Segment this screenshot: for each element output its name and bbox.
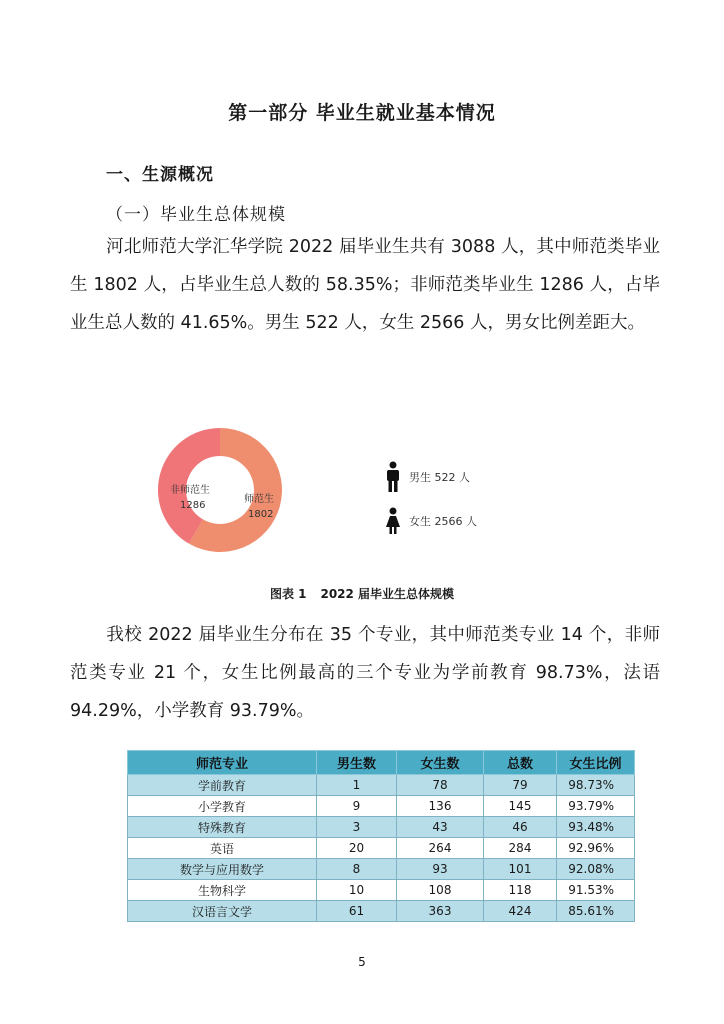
table-row [128, 838, 635, 859]
slice-value-teacher: 1802 [248, 509, 274, 520]
cell-female: 136 [397, 796, 484, 817]
cell-ratio: 92.08% [557, 859, 635, 880]
cell-male: 20 [317, 838, 397, 859]
col-header-major: 师范专业 [128, 751, 317, 775]
cell-total: 145 [484, 796, 557, 817]
cell-ratio: 91.53% [557, 880, 635, 901]
cell-ratio: 93.79% [557, 796, 635, 817]
section-heading: 一、生源概况 [106, 165, 214, 185]
donut-chart [150, 420, 290, 560]
figure-caption-text: 2022 届毕业生总体规模 [320, 587, 455, 601]
figure-caption-label: 图表 1 [269, 587, 307, 601]
slice-value-non-teacher: 1286 [180, 500, 206, 511]
cell-total: 284 [484, 838, 557, 859]
table-row [128, 880, 635, 901]
slice-label-teacher: 师范生 [244, 494, 274, 505]
cell-male: 8 [317, 859, 397, 880]
table-row [128, 817, 635, 838]
male-icon [385, 461, 401, 493]
major-gender-table [127, 750, 635, 922]
subsection-heading: （一）毕业生总体规模 [106, 205, 286, 225]
figure-caption [0, 585, 724, 602]
cell-male: 1 [317, 775, 397, 796]
page-title: 第一部分 毕业生就业基本情况 [228, 102, 496, 124]
cell-ratio: 85.61% [557, 901, 635, 922]
table-row [128, 859, 635, 880]
cell-major: 数学与应用数学 [128, 859, 317, 880]
cell-major: 学前教育 [128, 775, 317, 796]
paragraph-text: 河北师范大学汇华学院 2022 届毕业生共有 3088 人，其中师范类毕业生 1802 人，占毕业生总人数的 58.35%；非师范类毕业生 1286 人，占毕业生总人数的 41.65%。男生 522 人，女生 2566 人，男女比例差距大。 [70, 237, 660, 333]
cell-ratio: 98.73% [557, 775, 635, 796]
cell-female: 78 [397, 775, 484, 796]
table-header-row [128, 751, 635, 775]
cell-female: 43 [397, 817, 484, 838]
col-header-female: 女生数 [397, 751, 484, 775]
cell-major: 特殊教育 [128, 817, 317, 838]
cell-major: 小学教育 [128, 796, 317, 817]
table-row [128, 796, 635, 817]
cell-ratio: 93.48% [557, 817, 635, 838]
paragraph-text: 我校 2022 届毕业生分布在 35 个专业，其中师范类专业 14 个，非师范类专业 21 个，女生比例最高的三个专业为学前教育 98.73%，法语 94.29%，小学教育 93.79%。 [70, 625, 660, 721]
cell-male: 9 [317, 796, 397, 817]
table-row [128, 901, 635, 922]
slice-label-non-teacher: 非师范生 [170, 485, 210, 496]
cell-ratio: 92.96% [557, 838, 635, 859]
legend-male [385, 461, 470, 493]
legend-female [385, 507, 477, 535]
page-number: 5 [358, 955, 366, 969]
cell-female: 363 [397, 901, 484, 922]
paragraph-major-distribution [70, 616, 660, 730]
table-row [128, 775, 635, 796]
cell-female: 93 [397, 859, 484, 880]
cell-male: 61 [317, 901, 397, 922]
cell-male: 10 [317, 880, 397, 901]
cell-major: 英语 [128, 838, 317, 859]
col-header-male: 男生数 [317, 751, 397, 775]
cell-female: 108 [397, 880, 484, 901]
legend-male-text: 男生 522 人 [409, 471, 470, 484]
female-icon [385, 507, 401, 535]
cell-total: 118 [484, 880, 557, 901]
cell-major: 生物科学 [128, 880, 317, 901]
cell-total: 46 [484, 817, 557, 838]
cell-female: 264 [397, 838, 484, 859]
paragraph-graduate-scale [70, 228, 660, 342]
col-header-total: 总数 [484, 751, 557, 775]
cell-male: 3 [317, 817, 397, 838]
cell-major: 汉语言文学 [128, 901, 317, 922]
col-header-female-ratio: 女生比例 [557, 751, 635, 775]
legend-female-text: 女生 2566 人 [409, 515, 477, 528]
cell-total: 101 [484, 859, 557, 880]
cell-total: 79 [484, 775, 557, 796]
cell-total: 424 [484, 901, 557, 922]
